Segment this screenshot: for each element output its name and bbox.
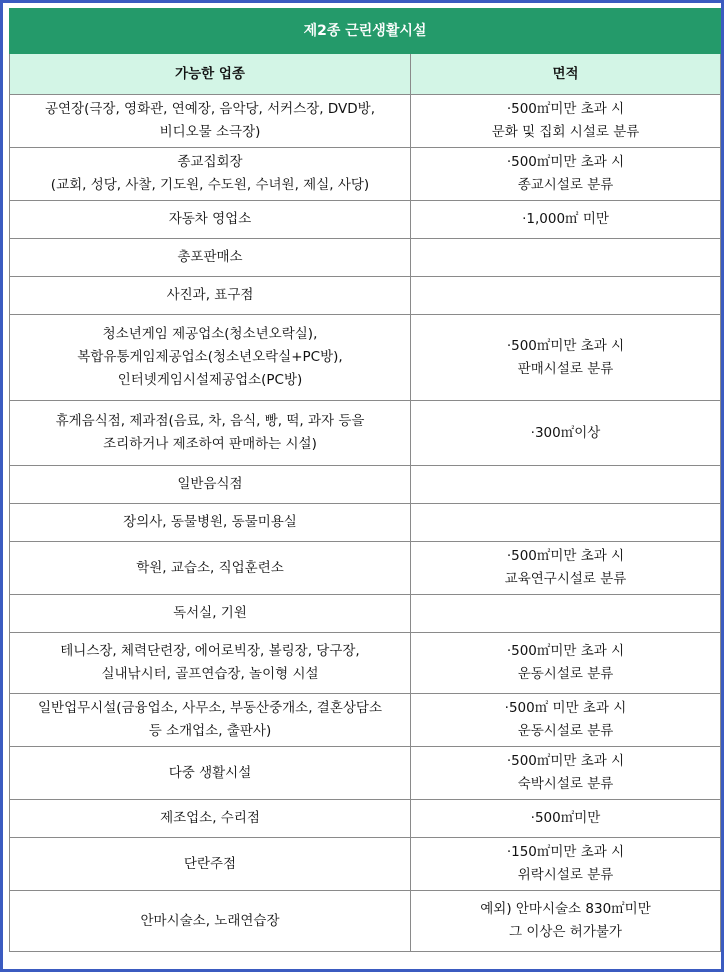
area-cell	[411, 838, 721, 891]
area-cell	[411, 542, 721, 595]
business-text: 자동차 영업소	[168, 211, 252, 227]
business-text: 독서실, 기원	[173, 605, 247, 621]
area-text: 교육연구시설로 분류	[504, 571, 627, 587]
area-text: 종교시설로 분류	[517, 177, 614, 193]
business-text: 제조업소, 수리점	[160, 810, 260, 826]
column-header-area: 면적	[411, 54, 721, 95]
header-row	[10, 54, 721, 95]
business-cell	[10, 277, 411, 315]
table-row	[10, 838, 721, 891]
area-text: 위락시설로 분류	[517, 867, 614, 883]
table-row	[10, 891, 721, 952]
area-text: 문화 및 집회 시설로 분류	[491, 124, 640, 140]
business-text: 등 소개업소, 출판사)	[148, 723, 272, 739]
table-row	[10, 277, 721, 315]
table-row	[10, 95, 721, 148]
table-row	[10, 800, 721, 838]
area-text: ·500㎡미만 초과 시	[506, 548, 625, 564]
business-cell	[10, 595, 411, 633]
business-text: 단란주점	[183, 855, 237, 872]
business-cell	[10, 315, 411, 401]
area-text: ·500㎡미만 초과 시	[506, 337, 625, 354]
table-row	[10, 504, 721, 542]
table-row	[10, 595, 721, 633]
table-row	[10, 401, 721, 466]
business-cell	[10, 239, 411, 277]
business-cell	[10, 800, 411, 838]
area-cell	[411, 595, 721, 633]
area-cell	[411, 401, 721, 466]
area-text: 운동시설로 분류	[517, 666, 614, 682]
business-text: 안마시술소, 노래연습장	[140, 912, 280, 929]
area-text: ·500㎡미만 초과 시	[506, 753, 625, 769]
area-text: ·1,000㎡ 미만	[522, 211, 609, 227]
area-text: 예외) 안마시술소 830㎡미만	[480, 901, 651, 917]
area-text: 운동시설로 분류	[517, 723, 614, 739]
area-text: ·500㎡미만 초과 시	[506, 101, 625, 117]
area-cell	[411, 800, 721, 838]
table-row	[10, 315, 721, 401]
business-text: (교회, 성당, 사찰, 기도원, 수도원, 수녀원, 제실, 사당)	[50, 177, 370, 193]
business-cell	[10, 891, 411, 952]
business-text: 총포판매소	[177, 249, 243, 265]
business-cell	[10, 201, 411, 239]
area-cell	[411, 277, 721, 315]
business-text: 학원, 교습소, 직업훈련소	[136, 559, 284, 576]
table-row	[10, 466, 721, 504]
area-text: ·500㎡미만	[530, 810, 601, 826]
table-row	[10, 633, 721, 694]
business-cell	[10, 694, 411, 747]
business-cell	[10, 838, 411, 891]
area-text: ·300㎡이상	[530, 424, 601, 441]
table-title: 제2종 근린생활시설	[10, 9, 721, 54]
area-cell	[411, 239, 721, 277]
business-cell	[10, 95, 411, 148]
area-cell	[411, 315, 721, 401]
table-row	[10, 239, 721, 277]
business-text: 복합유통게임제공업소(청소년오락실+PC방),	[77, 349, 343, 365]
business-text: 실내낚시터, 골프연습장, 놀이형 시설	[101, 666, 319, 682]
business-text: 일반업무시설(금융업소, 사무소, 부동산중개소, 결혼상담소	[38, 700, 382, 716]
business-text: 종교집회장	[177, 154, 243, 170]
business-text: 장의사, 동물병원, 동물미용실	[123, 514, 297, 530]
business-cell	[10, 542, 411, 595]
business-text: 조리하거나 제조하여 판매하는 시설)	[103, 436, 317, 452]
area-cell	[411, 95, 721, 148]
business-cell	[10, 148, 411, 201]
business-text: 다중 생활시설	[168, 764, 252, 781]
business-text: 공연장(극장, 영화관, 연예장, 음악당, 서커스장, DVD방,	[44, 101, 376, 117]
business-text: 테니스장, 체력단련장, 에어로빅장, 볼링장, 당구장,	[60, 643, 360, 659]
business-text: 인터넷게임시설제공업소(PC방)	[117, 372, 303, 388]
title-row	[10, 9, 721, 54]
business-cell	[10, 747, 411, 800]
business-text: 청소년게임 제공업소(청소년오락실),	[102, 326, 318, 342]
table-row	[10, 694, 721, 747]
area-text: 그 이상은 허가불가	[509, 924, 622, 940]
column-header-business: 가능한 업종	[10, 54, 411, 95]
area-cell	[411, 466, 721, 504]
area-cell	[411, 201, 721, 239]
business-text: 비디오물 소극장)	[159, 124, 261, 140]
area-cell	[411, 891, 721, 952]
area-text: ·500㎡ 미만 초과 시	[504, 700, 627, 716]
business-text: 일반음식점	[177, 476, 243, 492]
table-row	[10, 542, 721, 595]
area-text: ·500㎡미만 초과 시	[506, 643, 625, 659]
facility-table	[9, 8, 721, 952]
area-cell	[411, 633, 721, 694]
area-text: 숙박시설로 분류	[517, 776, 614, 792]
area-text: 판매시설로 분류	[517, 360, 614, 377]
table-body	[10, 95, 721, 952]
business-text: 휴게음식점, 제과점(음료, 차, 음식, 빵, 떡, 과자 등을	[55, 413, 365, 429]
business-cell	[10, 401, 411, 466]
area-cell	[411, 504, 721, 542]
area-text: ·150㎡미만 초과 시	[506, 844, 625, 860]
table-row	[10, 148, 721, 201]
business-cell	[10, 504, 411, 542]
area-cell	[411, 694, 721, 747]
table-row	[10, 747, 721, 800]
business-cell	[10, 466, 411, 504]
area-cell	[411, 747, 721, 800]
business-text: 사진과, 표구점	[166, 287, 254, 303]
area-cell	[411, 148, 721, 201]
table-row	[10, 201, 721, 239]
business-cell	[10, 633, 411, 694]
area-text: ·500㎡미만 초과 시	[506, 154, 625, 170]
